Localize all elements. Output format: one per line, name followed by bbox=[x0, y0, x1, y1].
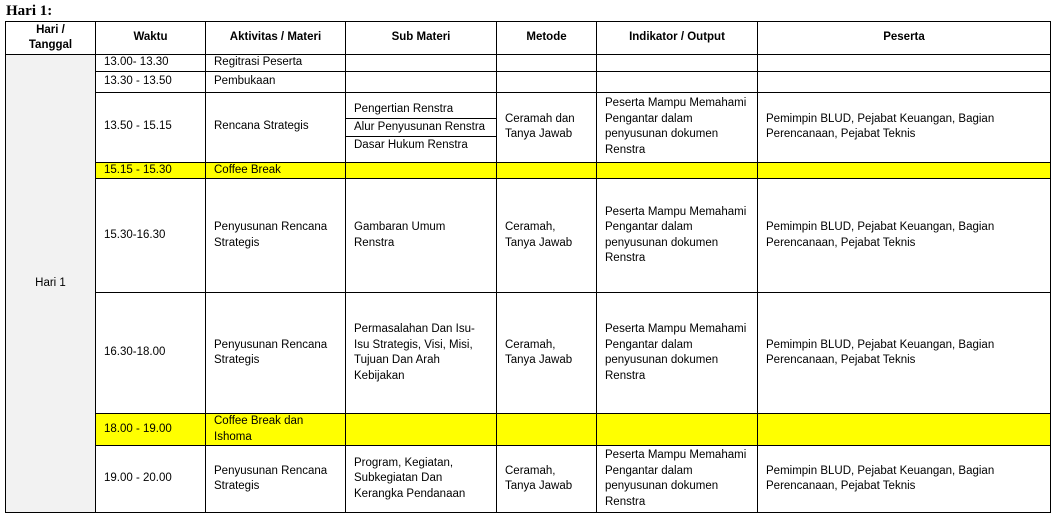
activity-cell: Regitrasi Peserta bbox=[206, 55, 346, 72]
activity-cell: Coffee Break dan Ishoma bbox=[206, 414, 346, 446]
indicator-cell bbox=[597, 55, 758, 72]
table-row bbox=[6, 92, 1051, 162]
method-cell bbox=[497, 162, 597, 179]
indicator-cell bbox=[597, 414, 758, 446]
time-cell: 15.15 - 15.30 bbox=[96, 162, 206, 179]
header-row bbox=[6, 22, 1051, 55]
sub-material-cell bbox=[346, 55, 497, 72]
sub-material-item: Alur Penyusunan Renstra bbox=[346, 119, 496, 137]
time-cell: 18.00 - 19.00 bbox=[96, 414, 206, 446]
time-cell: 13.30 - 13.50 bbox=[96, 71, 206, 92]
sub-material-item: Dasar Hukum Renstra bbox=[354, 138, 468, 151]
table-row-break bbox=[6, 162, 1051, 179]
method-cell: Ceramah dan Tanya Jawab bbox=[497, 92, 597, 162]
sub-material-cell: Permasalahan Dan Isu-Isu Strategis, Visi, Misi, Tujuan Dan Arah Kebijakan bbox=[346, 293, 497, 414]
sub-material-item: Pengertian Renstra bbox=[346, 101, 496, 119]
column-header-participants: Peserta bbox=[758, 22, 1051, 55]
indicator-cell bbox=[597, 71, 758, 92]
section-heading: Hari 1: bbox=[6, 3, 53, 19]
sub-material-cell bbox=[346, 92, 497, 162]
participants-cell bbox=[758, 55, 1051, 72]
participants-cell: Pemimpin BLUD, Pejabat Keuangan, Bagian Perencanaan, Pejabat Teknis bbox=[758, 446, 1051, 513]
method-cell: Ceramah, Tanya Jawab bbox=[497, 446, 597, 513]
time-cell: 15.30-16.30 bbox=[96, 179, 206, 293]
indicator-cell bbox=[597, 162, 758, 179]
participants-cell bbox=[758, 162, 1051, 179]
participants-cell bbox=[758, 71, 1051, 92]
activity-cell: Rencana Strategis bbox=[206, 92, 346, 162]
participants-cell: Pemimpin BLUD, Pejabat Keuangan, Bagian Perencanaan, Pejabat Teknis bbox=[758, 293, 1051, 414]
sub-material-cell bbox=[346, 71, 497, 92]
day-cell: Hari 1 bbox=[6, 55, 96, 513]
method-cell bbox=[497, 71, 597, 92]
time-cell: 16.30-18.00 bbox=[96, 293, 206, 414]
activity-cell: Penyusunan Rencana Strategis bbox=[206, 179, 346, 293]
indicator-cell: Peserta Mampu Memahami Pengantar dalam penyusunan dokumen Renstra bbox=[597, 179, 758, 293]
sub-material-cell: Program, Kegiatan, Subkegiatan Dan Kerangka Pendanaan bbox=[346, 446, 497, 513]
time-cell: 19.00 - 20.00 bbox=[96, 446, 206, 513]
method-cell bbox=[497, 55, 597, 72]
indicator-cell: Peserta Mampu Memahami Pengantar dalam penyusunan dokumen Renstra bbox=[597, 293, 758, 414]
participants-cell: Pemimpin BLUD, Pejabat Keuangan, Bagian Perencanaan, Pejabat Teknis bbox=[758, 92, 1051, 162]
activity-cell: Penyusunan Rencana Strategis bbox=[206, 446, 346, 513]
table-row bbox=[6, 71, 1051, 92]
column-header-activity: Aktivitas / Materi bbox=[206, 22, 346, 55]
indicator-cell: Peserta Mampu Memahami Pengantar dalam penyusunan dokumen Renstra bbox=[597, 92, 758, 162]
column-header-sub-material: Sub Materi bbox=[346, 22, 497, 55]
activity-cell: Pembukaan bbox=[206, 71, 346, 92]
activity-cell: Penyusunan Rencana Strategis bbox=[206, 293, 346, 414]
time-cell: 13.00- 13.30 bbox=[96, 55, 206, 72]
method-cell bbox=[497, 414, 597, 446]
table-row bbox=[6, 179, 1051, 293]
activity-cell: Coffee Break bbox=[206, 162, 346, 179]
sub-material-cell: Gambaran Umum Renstra bbox=[346, 179, 497, 293]
time-cell: 13.50 - 15.15 bbox=[96, 92, 206, 162]
sub-material-cell bbox=[346, 414, 497, 446]
sub-material-cell bbox=[346, 162, 497, 179]
participants-cell bbox=[758, 414, 1051, 446]
schedule-table bbox=[5, 21, 1051, 513]
table-row bbox=[6, 446, 1051, 513]
column-header-indicator: Indikator / Output bbox=[597, 22, 758, 55]
column-header-day: Hari / Tanggal bbox=[6, 22, 96, 55]
table-row bbox=[6, 293, 1051, 414]
participants-cell: Pemimpin BLUD, Pejabat Keuangan, Bagian Perencanaan, Pejabat Teknis bbox=[758, 179, 1051, 293]
table-row bbox=[6, 55, 1051, 72]
method-cell: Ceramah, Tanya Jawab bbox=[497, 179, 597, 293]
method-cell: Ceramah, Tanya Jawab bbox=[497, 293, 597, 414]
column-header-time: Waktu bbox=[96, 22, 206, 55]
indicator-cell: Peserta Mampu Memahami Pengantar dalam penyusunan dokumen Renstra bbox=[597, 446, 758, 513]
table-row-break bbox=[6, 414, 1051, 446]
column-header-method: Metode bbox=[497, 22, 597, 55]
